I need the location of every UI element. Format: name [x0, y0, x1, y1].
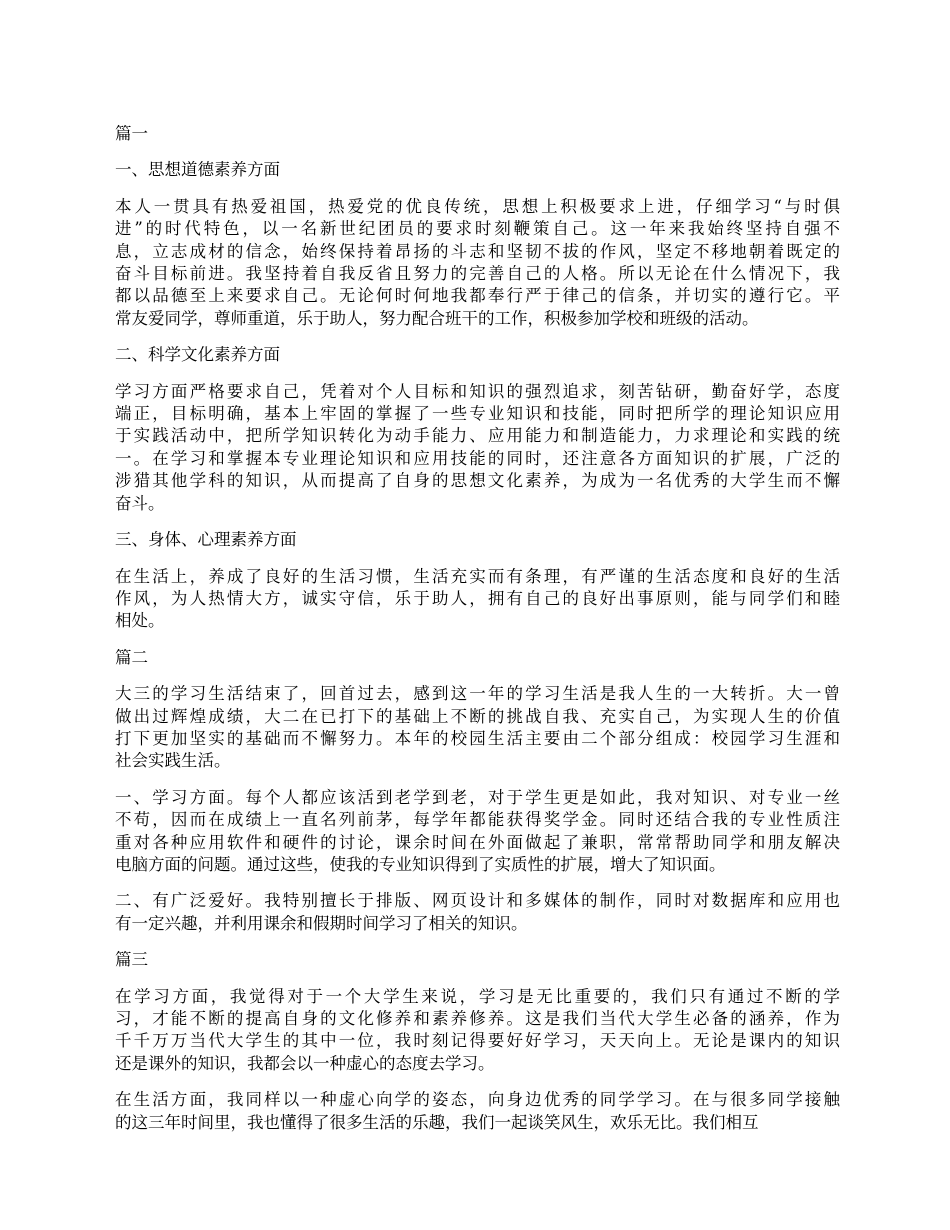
paragraph-line: 在生活上，养成了良好的生活习惯，生活充实而有条理，有严谨的生活态度和良好的生活: [115, 566, 840, 586]
section-heading: 二、科学文化素养方面: [115, 345, 280, 365]
paragraph: [115, 986, 840, 1076]
paragraph: [115, 196, 840, 330]
paragraph-line: 做出过辉煌成绩，大二在已打下的基础上不断的挑战自我、充实自己，为实现人生的价值: [115, 706, 840, 726]
paragraph-line: 一、学习方面。每个人都应该活到老学到老，对于学生更是如此，我对知识、对专业一丝: [115, 787, 840, 807]
paragraph-line: 相处。: [115, 611, 165, 631]
paragraph-line: 打下更加坚实的基础而不懈努力。本年的校园生活主要由二个部分组成：校园学习生涯和: [115, 728, 840, 748]
paragraph-line: 奋斗目标前进。我坚持着自我反省且努力的完善自己的人格。所以无论在什么情况下，我: [115, 264, 840, 284]
paragraph-line: 于实践活动中，把所学知识转化为动手能力、应用能力和制造能力，力求理论和实践的统: [115, 426, 840, 446]
paragraph-line: 奋斗。: [115, 493, 165, 513]
section-heading: 篇三: [115, 950, 148, 970]
paragraph: [115, 381, 840, 515]
paragraph-line: 在生活方面，我同样以一种虚心向学的姿态，向身边优秀的同学学习。在与很多同学接触: [115, 1090, 840, 1110]
paragraph-line: 千千万万当代大学生的其中一位，我时刻记得要好好学习，天天向上。无论是课内的知识: [115, 1031, 840, 1051]
paragraph-line: 本人一贯具有热爱祖国，热爱党的优良传统，思想上积极要求上进，仔细学习“与时俱: [115, 196, 840, 216]
paragraph-line: 习，才能不断的提高自身的文化修养和素养修养。这是我们当代大学生必备的涵养，作为: [115, 1009, 840, 1028]
paragraph-line: 一。在学习和掌握本专业理论知识和应用技能的同时，还注意各方面知识的扩展，广泛的: [115, 448, 840, 468]
paragraph-line: 端正，目标明确，基本上牢固的掌握了一些专业知识和技能，同时把所学的理论知识应用: [115, 404, 840, 424]
paragraph: [115, 683, 840, 773]
paragraph: [115, 566, 840, 633]
paragraph-line: 作风，为人热情大方，诚实守信，乐于助人，拥有自己的良好出事原则，能与同学们和睦: [115, 588, 840, 608]
paragraph-line: 进”的时代特色，以一名新世纪团员的要求时刻鞭策自己。这一年来我始终坚持自强不: [115, 219, 840, 239]
paragraph-line: 电脑方面的问题。通过这些，使我的专业知识得到了实质性的扩展，增大了知识面。: [115, 854, 726, 874]
paragraph-line: 有一定兴趣，并利用课余和假期时间学习了相关的知识。: [115, 913, 528, 933]
section-heading: 篇二: [115, 647, 148, 667]
paragraph-line: 的这三年时间里，我也懂得了很多生活的乐趣，我们一起谈笑风生，欢乐无比。我们相互: [115, 1112, 759, 1132]
paragraph-line: 重对各种应用软件和硬件的讨论，课余时间在外面做起了兼职，常常帮助同学和朋友解决: [115, 832, 840, 852]
paragraph-line: 常友爱同学，尊师重道，乐于助人，努力配合班干的工作，积极参加学校和班级的活动。: [115, 308, 759, 328]
section-heading: 篇一: [115, 124, 148, 143]
paragraph-line: 息，立志成材的信念，始终保持着昂扬的斗志和坚韧不拔的作风，坚定不移地朝着既定的: [115, 241, 840, 261]
paragraph-line: 都以品德至上来要求自己。无论何时何地我都奉行严于律己的信条，并切实的遵行它。平: [115, 286, 840, 306]
paragraph: [115, 787, 840, 877]
document-page: [115, 123, 840, 1148]
paragraph-line: 在学习方面，我觉得对于一个大学生来说，学习是无比重要的，我们只有通过不断的学: [115, 986, 840, 1006]
section-heading: 一、思想道德素养方面: [115, 160, 280, 180]
paragraph-line: 不苟，因而在成绩上一直名列前茅，每学年都能获得奖学金。同时还结合我的专业性质注: [115, 810, 840, 830]
paragraph-line: 社会实践生活。: [115, 751, 231, 771]
paragraph-line: 二、有广泛爱好。我特别擅长于排版、网页设计和多媒体的制作，同时对数据库和应用也: [115, 891, 840, 911]
section-heading: 三、身体、心理素养方面: [115, 530, 297, 550]
paragraph: [115, 1089, 840, 1134]
paragraph-line: 学习方面严格要求自己，凭着对个人目标和知识的强烈追求，刻苦钻研，勤奋好学，态度: [115, 381, 840, 401]
paragraph-line: 涉猎其他学科的知识，从而提高了自身的思想文化素养，为成为一名优秀的大学生而不懈: [115, 471, 840, 491]
paragraph-line: 大三的学习生活结束了，回首过去，感到这一年的学习生活是我人生的一大转折。大一曾: [115, 684, 840, 704]
paragraph: [115, 890, 840, 935]
paragraph-line: 还是课外的知识，我都会以一种虚心的态度去学习。: [115, 1053, 495, 1073]
